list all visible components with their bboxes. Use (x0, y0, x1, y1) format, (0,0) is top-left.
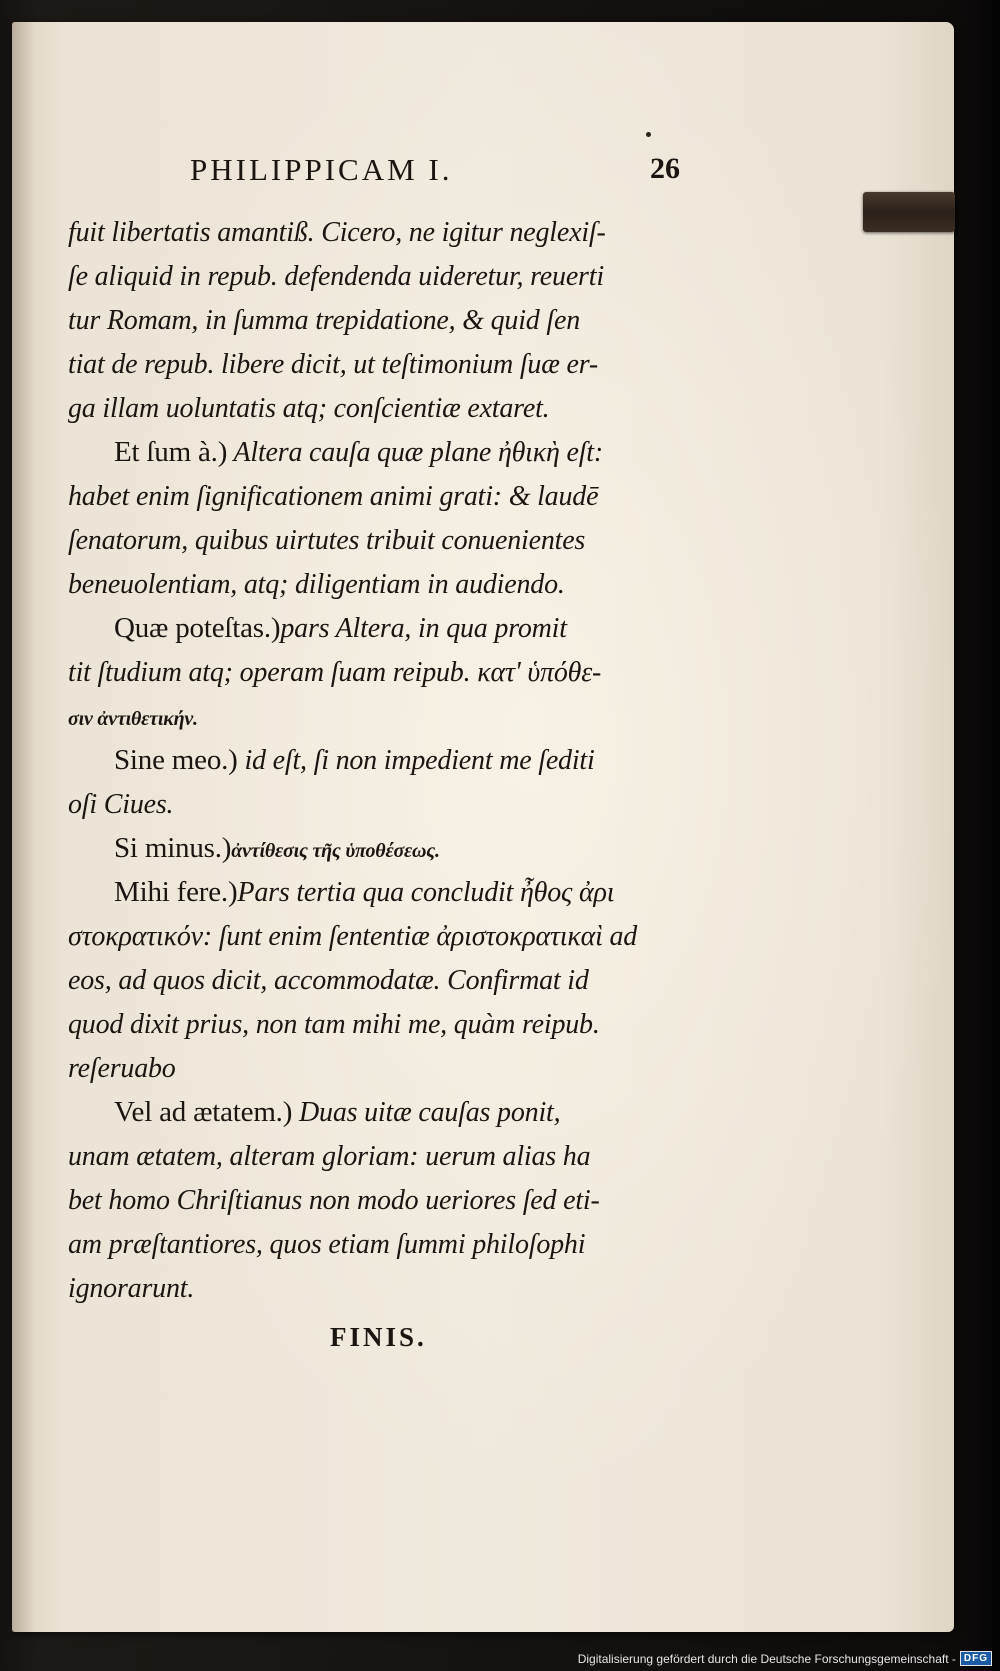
text-line: am præſtantiores, quos etiam ſummi philoſophi (68, 1229, 586, 1260)
lemma: Et ſum à.) (114, 436, 228, 468)
lemma-line: Si minus.)ἀντίθεσις τῆς ὑποθέσεως. (114, 832, 440, 864)
text-line: ga illam uoluntatis atq; conſcientiæ extaret. (68, 393, 550, 424)
text-line: σιν ἀντιθετικήν. (68, 708, 198, 730)
folio-number: 26 (650, 152, 680, 185)
commentary-text (68, 210, 718, 1310)
text-line: reſeruabo (68, 1053, 176, 1084)
digitization-credit (578, 1651, 992, 1666)
lemma-line: Vel ad ætatem.) Duas uitæ cauſas ponit, (114, 1096, 561, 1128)
text-line: bet homo Chriſtianus non modo ueriores ſed eti- (68, 1185, 600, 1216)
text-line: oſi Ciues. (68, 789, 174, 820)
lemma-line: Quæ poteſtas.)pars Altera, in qua promit (114, 612, 567, 644)
text-line: tur Romam, in ſumma trepidatione, & quid ſen (68, 305, 581, 336)
text-line: eos, ad quos dicit, accommodatæ. Confirmat id (68, 965, 589, 996)
text-line: ſe aliquid in repub. defendenda uideretur, reuerti (68, 261, 604, 292)
credit-text: Digitalisierung gefördert durch die Deutsche Forschungsgemeinschaft - (577, 1651, 956, 1666)
bookmark-tab (863, 192, 955, 232)
page-header (190, 152, 680, 196)
text-line: tit ſtudium atq; operam ſuam reipub. κατ' ὑπόθε- (68, 657, 602, 688)
running-head: PHILIPPICAM I. (190, 152, 453, 187)
text-line: tiat de repub. libere dicit, ut teſtimonium ſuæ er- (68, 349, 598, 380)
lemma: Si minus.) (114, 832, 232, 864)
text-line: ignorarunt. (68, 1273, 195, 1304)
lemma-line: Mihi fere.)Pars tertia qua concludit ἦθος ἀρι (114, 876, 615, 908)
finis-mark: FINIS. (330, 1322, 427, 1352)
text-line: unam ætatem, alteram gloriam: uerum alias ha (68, 1141, 591, 1172)
lemma: Mihi fere.) (114, 876, 238, 908)
lemma: Sine meo.) (114, 744, 238, 776)
text-line: στοκρατικόν: ſunt enim ſententiæ ἀριστοκρατικαὶ ad (68, 921, 638, 952)
text-line: quod dixit prius, non tam mihi me, quàm reipub. (68, 1009, 600, 1040)
lemma: Quæ poteſtas.) (114, 612, 281, 644)
book-page (12, 22, 954, 1632)
page-speck (646, 132, 651, 137)
text-line: ſenatorum, quibus uirtutes tribuit conuenientes (68, 525, 586, 556)
text-line: beneuolentiam, atq; diligentiam in audiendo. (68, 569, 565, 600)
text-line: fuit libertatis amantiß. Cicero, ne igitur neglexiſ- (68, 217, 606, 248)
lemma: Vel ad ætatem.) (114, 1096, 293, 1128)
lemma-line: Et ſum à.) Altera cauſa quæ plane ἠθικὴ eſt: (114, 436, 604, 468)
text-line: habet enim ſignificationem animi grati: & laudē (68, 481, 599, 512)
lemma-line: Sine meo.) id eſt, ſi non impedient me ſediti (114, 744, 595, 776)
dfg-logo: DFG (960, 1651, 992, 1666)
